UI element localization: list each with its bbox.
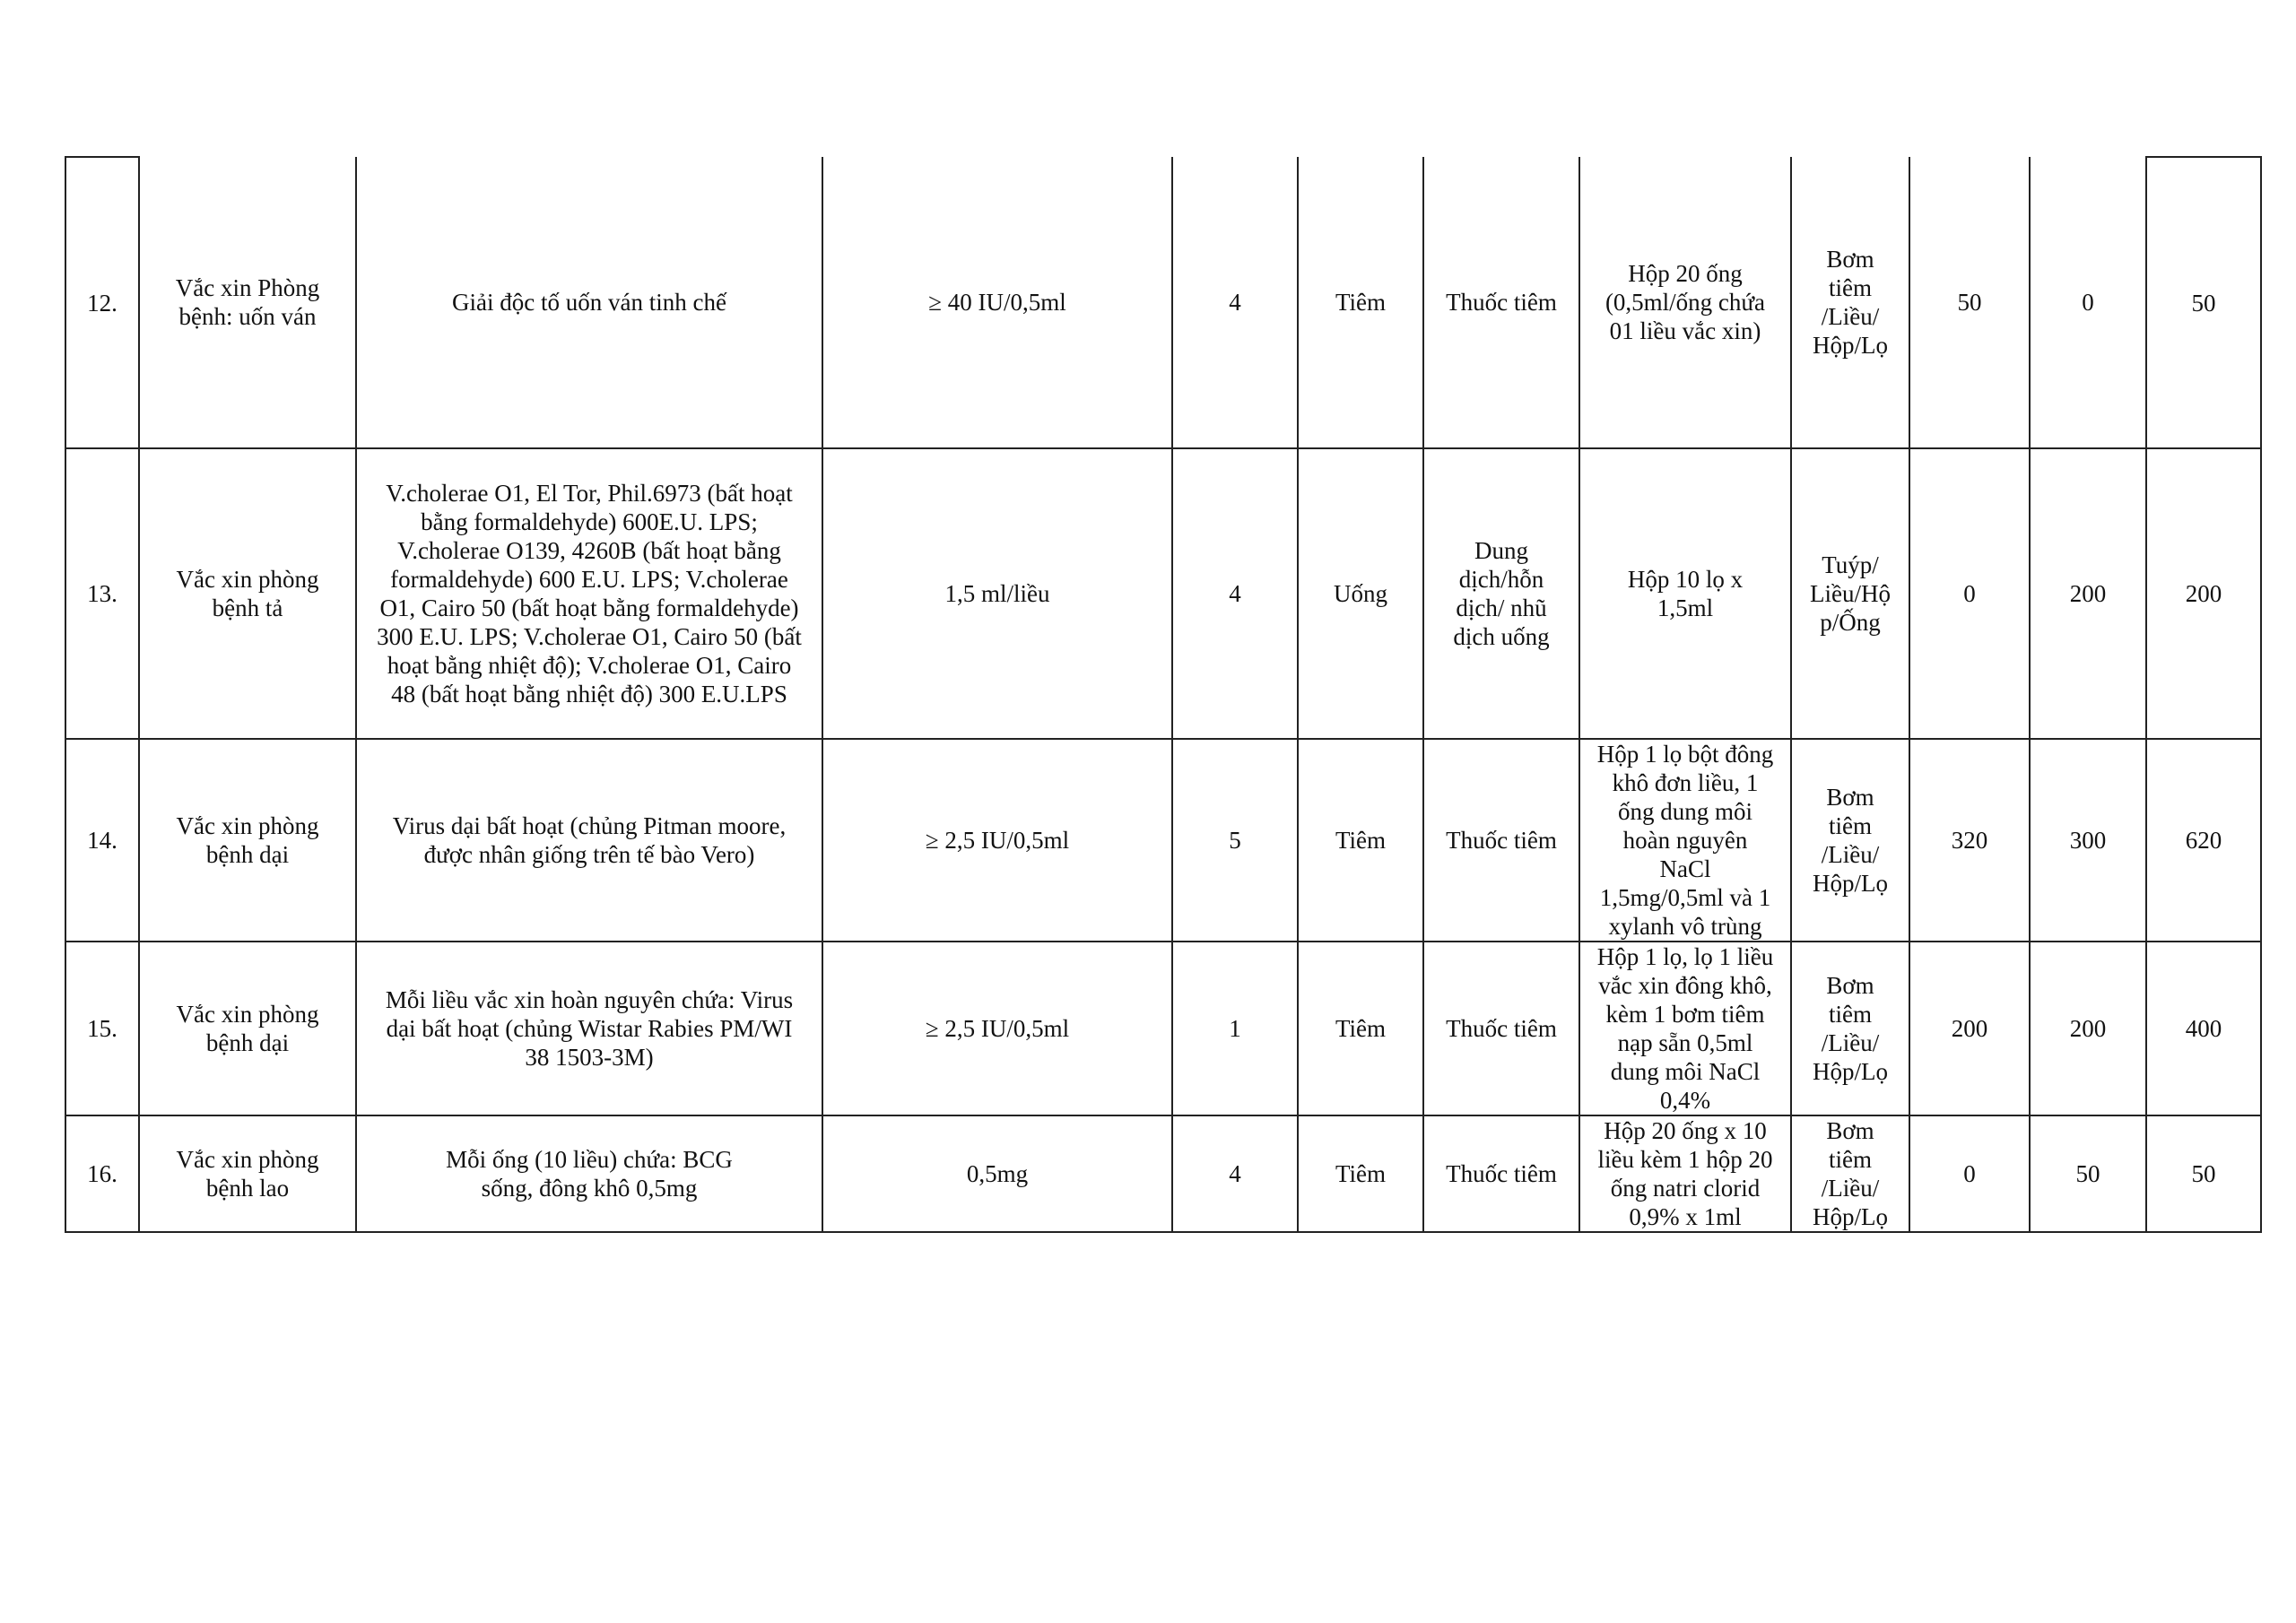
group: 4 — [1172, 448, 1298, 739]
table-row — [65, 448, 2261, 739]
unit: Bơm tiêm /Liều/ Hộp/Lọ — [1791, 942, 1909, 1115]
packaging: Hộp 20 ống x 10 liều kèm 1 hộp 20 ống natri clorid 0,9% x 1ml — [1579, 1115, 1791, 1232]
vaccine-name: Vắc xin phòng bệnh dại — [139, 942, 356, 1115]
dosage-form: Thuốc tiêm — [1423, 157, 1579, 448]
group: 5 — [1172, 739, 1298, 942]
active-ingredient: Mỗi ống (10 liều) chứa: BCG sống, đông khô 0,5mg — [356, 1115, 822, 1232]
dosage-form: Thuốc tiêm — [1423, 942, 1579, 1115]
quantity-1: 320 — [1909, 739, 2030, 942]
route: Uống — [1298, 448, 1423, 739]
packaging: Hộp 10 lọ x 1,5ml — [1579, 448, 1791, 739]
strength: ≥ 2,5 IU/0,5ml — [822, 739, 1172, 942]
group: 1 — [1172, 942, 1298, 1115]
row-number: 12. — [65, 157, 139, 448]
table-row — [65, 739, 2261, 942]
active-ingredient: Virus dại bất hoạt (chủng Pitman moore, được nhân giống trên tế bào Vero) — [356, 739, 822, 942]
quantity-2: 300 — [2030, 739, 2146, 942]
active-ingredient: V.cholerae O1, El Tor, Phil.6973 (bất hoạt bằng formaldehyde) 600E.U. LPS; V.cholerae O139, 4260B (bất hoạt bằng formaldehyde) 600 E.U. LPS; V.cholerae O1, Cairo 50 (bất hoạt bằng formaldehyde) 300 E.U. LPS; V.cholerae O1, Cairo 50 (bất hoạt bằng nhiệt độ); V.cholerae O1, Cairo 48 (bất hoạt bằng nhiệt độ) 300 E.U.LPS — [356, 448, 822, 739]
packaging: Hộp 1 lọ, lọ 1 liều vắc xin đông khô, kèm 1 bơm tiêm nạp sẵn 0,5ml dung môi NaCl 0,4% — [1579, 942, 1791, 1115]
quantity-1: 0 — [1909, 1115, 2030, 1232]
quantity-total: 50 — [2146, 157, 2261, 448]
quantity-total: 50 — [2146, 1115, 2261, 1232]
table-row — [65, 942, 2261, 1115]
route: Tiêm — [1298, 739, 1423, 942]
quantity-total: 620 — [2146, 739, 2261, 942]
table-row — [65, 157, 2261, 448]
dosage-form: Thuốc tiêm — [1423, 1115, 1579, 1232]
quantity-total: 400 — [2146, 942, 2261, 1115]
active-ingredient: Mỗi liều vắc xin hoàn nguyên chứa: Virus dại bất hoạt (chủng Wistar Rabies PM/WI 38 1503-3M) — [356, 942, 822, 1115]
group: 4 — [1172, 1115, 1298, 1232]
dosage-form: Thuốc tiêm — [1423, 739, 1579, 942]
vaccine-name: Vắc xin Phòng bệnh: uốn ván — [139, 157, 356, 448]
packaging: Hộp 20 ống (0,5ml/ống chứa 01 liều vắc xin) — [1579, 157, 1791, 448]
quantity-2: 200 — [2030, 448, 2146, 739]
quantity-1: 200 — [1909, 942, 2030, 1115]
route: Tiêm — [1298, 157, 1423, 448]
active-ingredient: Giải độc tố uốn ván tinh chế — [356, 157, 822, 448]
strength: ≥ 2,5 IU/0,5ml — [822, 942, 1172, 1115]
quantity-1: 50 — [1909, 157, 2030, 448]
strength: 1,5 ml/liều — [822, 448, 1172, 739]
route: Tiêm — [1298, 1115, 1423, 1232]
quantity-total: 200 — [2146, 448, 2261, 739]
unit: Bơm tiêm /Liều/ Hộp/Lọ — [1791, 1115, 1909, 1232]
table-row — [65, 1115, 2261, 1232]
dosage-form: Dung dịch/hỗn dịch/ nhũ dịch uống — [1423, 448, 1579, 739]
unit: Bơm tiêm /Liều/ Hộp/Lọ — [1791, 157, 1909, 448]
quantity-2: 0 — [2030, 157, 2146, 448]
group: 4 — [1172, 157, 1298, 448]
quantity-2: 200 — [2030, 942, 2146, 1115]
strength: ≥ 40 IU/0,5ml — [822, 157, 1172, 448]
packaging: Hộp 1 lọ bột đông khô đơn liều, 1 ống dung môi hoàn nguyên NaCl 1,5mg/0,5ml và 1 xylanh vô trùng — [1579, 739, 1791, 942]
row-number: 16. — [65, 1115, 139, 1232]
row-number: 14. — [65, 739, 139, 942]
quantity-1: 0 — [1909, 448, 2030, 739]
vaccine-name: Vắc xin phòng bệnh tả — [139, 448, 356, 739]
quantity-2: 50 — [2030, 1115, 2146, 1232]
row-number: 13. — [65, 448, 139, 739]
row-number: 15. — [65, 942, 139, 1115]
route: Tiêm — [1298, 942, 1423, 1115]
strength: 0,5mg — [822, 1115, 1172, 1232]
unit: Tuýp/ Liều/Hộ p/Ống — [1791, 448, 1909, 739]
unit: Bơm tiêm /Liều/ Hộp/Lọ — [1791, 739, 1909, 942]
vaccine-name: Vắc xin phòng bệnh dại — [139, 739, 356, 942]
vaccine-name: Vắc xin phòng bệnh lao — [139, 1115, 356, 1232]
vaccine-table — [65, 156, 2262, 1233]
